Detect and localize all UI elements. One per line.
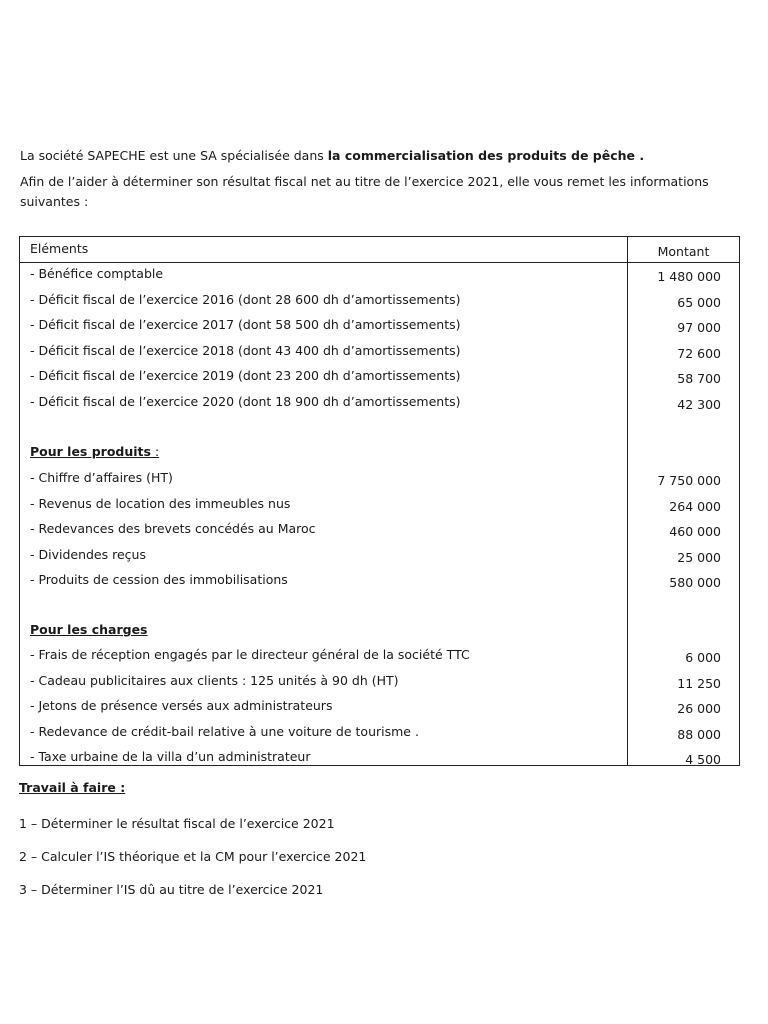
row-label: - Déficit fiscal de l’exercice 2017 (dont 58 500 dh d’amortissements) bbox=[30, 317, 461, 333]
row-label: - Déficit fiscal de l’exercice 2019 (dont 23 200 dh d’amortissements) bbox=[30, 368, 461, 384]
header-elements: Eléments bbox=[30, 241, 89, 256]
row-value: 7 750 000 bbox=[657, 473, 721, 488]
task-2: 2 – Calculer l’IS théorique et la CM pour l’exercice 2021 bbox=[19, 849, 367, 864]
table-row bbox=[20, 493, 739, 518]
row-label: - Chiffre d’affaires (HT) bbox=[30, 470, 173, 485]
row-label: - Dividendes reçus bbox=[30, 546, 146, 562]
row-label: - Déficit fiscal de l’exercice 2016 (dont 28 600 dh d’amortissements) bbox=[30, 291, 461, 307]
row-value: 11 250 bbox=[677, 675, 721, 691]
data-table bbox=[19, 236, 740, 766]
table-row bbox=[20, 544, 739, 569]
row-label: - Frais de réception engagés par le directeur général de la société TTC bbox=[30, 647, 470, 662]
intro-line-2: Afin de l’aider à déterminer son résultat fiscal net au titre de l’exercice 2021, elle vous remet les informations bbox=[20, 174, 709, 189]
row-value: 264 000 bbox=[669, 498, 721, 514]
intro-line-1 bbox=[20, 146, 740, 166]
row-label: - Produits de cession des immobilisations bbox=[30, 572, 288, 588]
row-value: 65 000 bbox=[677, 294, 721, 310]
intro-line-1-bold: la commercialisation des produits de pêche . bbox=[327, 148, 645, 163]
row-value: 4 500 bbox=[685, 752, 721, 768]
table-row bbox=[20, 365, 739, 390]
table-row bbox=[20, 289, 739, 314]
produits-title-colon: : bbox=[150, 444, 160, 459]
table-row bbox=[20, 746, 739, 771]
table-row bbox=[20, 391, 739, 416]
task-3: 3 – Déterminer l’IS dû au titre de l’exercice 2021 bbox=[19, 882, 324, 897]
row-label: - Redevances des brevets concédés au Maroc bbox=[30, 521, 316, 537]
task-1: 1 – Déterminer le résultat fiscal de l’exercice 2021 bbox=[19, 816, 335, 831]
row-value: 1 480 000 bbox=[657, 269, 721, 284]
row-value: 25 000 bbox=[677, 549, 721, 565]
produits-title-text: Pour les produits bbox=[30, 444, 151, 459]
row-value: 58 700 bbox=[677, 371, 721, 387]
row-value: 72 600 bbox=[677, 345, 721, 361]
row-label: - Bénéfice comptable bbox=[30, 266, 164, 281]
table-row bbox=[20, 695, 739, 720]
row-value: 26 000 bbox=[677, 701, 721, 717]
intro-line-1-text: La société SAPECHE est une SA spécialisée dans bbox=[20, 148, 328, 163]
row-label: - Redevance de crédit-bail relative à une voiture de tourisme . bbox=[30, 723, 419, 739]
row-label: - Déficit fiscal de l’exercice 2018 (dont 43 400 dh d’amortissements) bbox=[30, 342, 461, 358]
table-row bbox=[20, 340, 739, 365]
header-montant: Montant bbox=[657, 244, 710, 259]
row-label: - Déficit fiscal de l’exercice 2020 (dont 18 900 dh d’amortissements) bbox=[30, 394, 461, 409]
row-value: 97 000 bbox=[677, 320, 721, 336]
row-label: - Jetons de présence versés aux administrateurs bbox=[30, 698, 333, 714]
row-label: - Revenus de location des immeubles nus bbox=[30, 495, 291, 511]
table-row bbox=[20, 670, 739, 695]
row-value: 88 000 bbox=[677, 726, 721, 742]
table-header bbox=[20, 237, 739, 263]
table-row bbox=[20, 467, 739, 492]
table-row bbox=[20, 518, 739, 543]
table-row bbox=[20, 721, 739, 746]
work-title: Travail à faire : bbox=[19, 780, 126, 795]
section-produits-title bbox=[30, 444, 159, 459]
row-value: 460 000 bbox=[669, 524, 721, 540]
row-value: 6 000 bbox=[685, 650, 721, 665]
section-charges-title: Pour les charges bbox=[30, 622, 148, 637]
table-row bbox=[20, 644, 739, 669]
row-label: - Cadeau publicitaires aux clients : 125 unités à 90 dh (HT) bbox=[30, 672, 399, 688]
row-label: - Taxe urbaine de la villa d’un administrateur bbox=[30, 749, 311, 765]
table-row bbox=[20, 263, 739, 288]
intro-paragraph bbox=[20, 146, 740, 212]
table-row bbox=[20, 569, 739, 594]
intro-line-3: suivantes : bbox=[20, 194, 89, 209]
row-value: 580 000 bbox=[669, 575, 721, 591]
row-value: 42 300 bbox=[677, 397, 721, 412]
table-row bbox=[20, 314, 739, 339]
